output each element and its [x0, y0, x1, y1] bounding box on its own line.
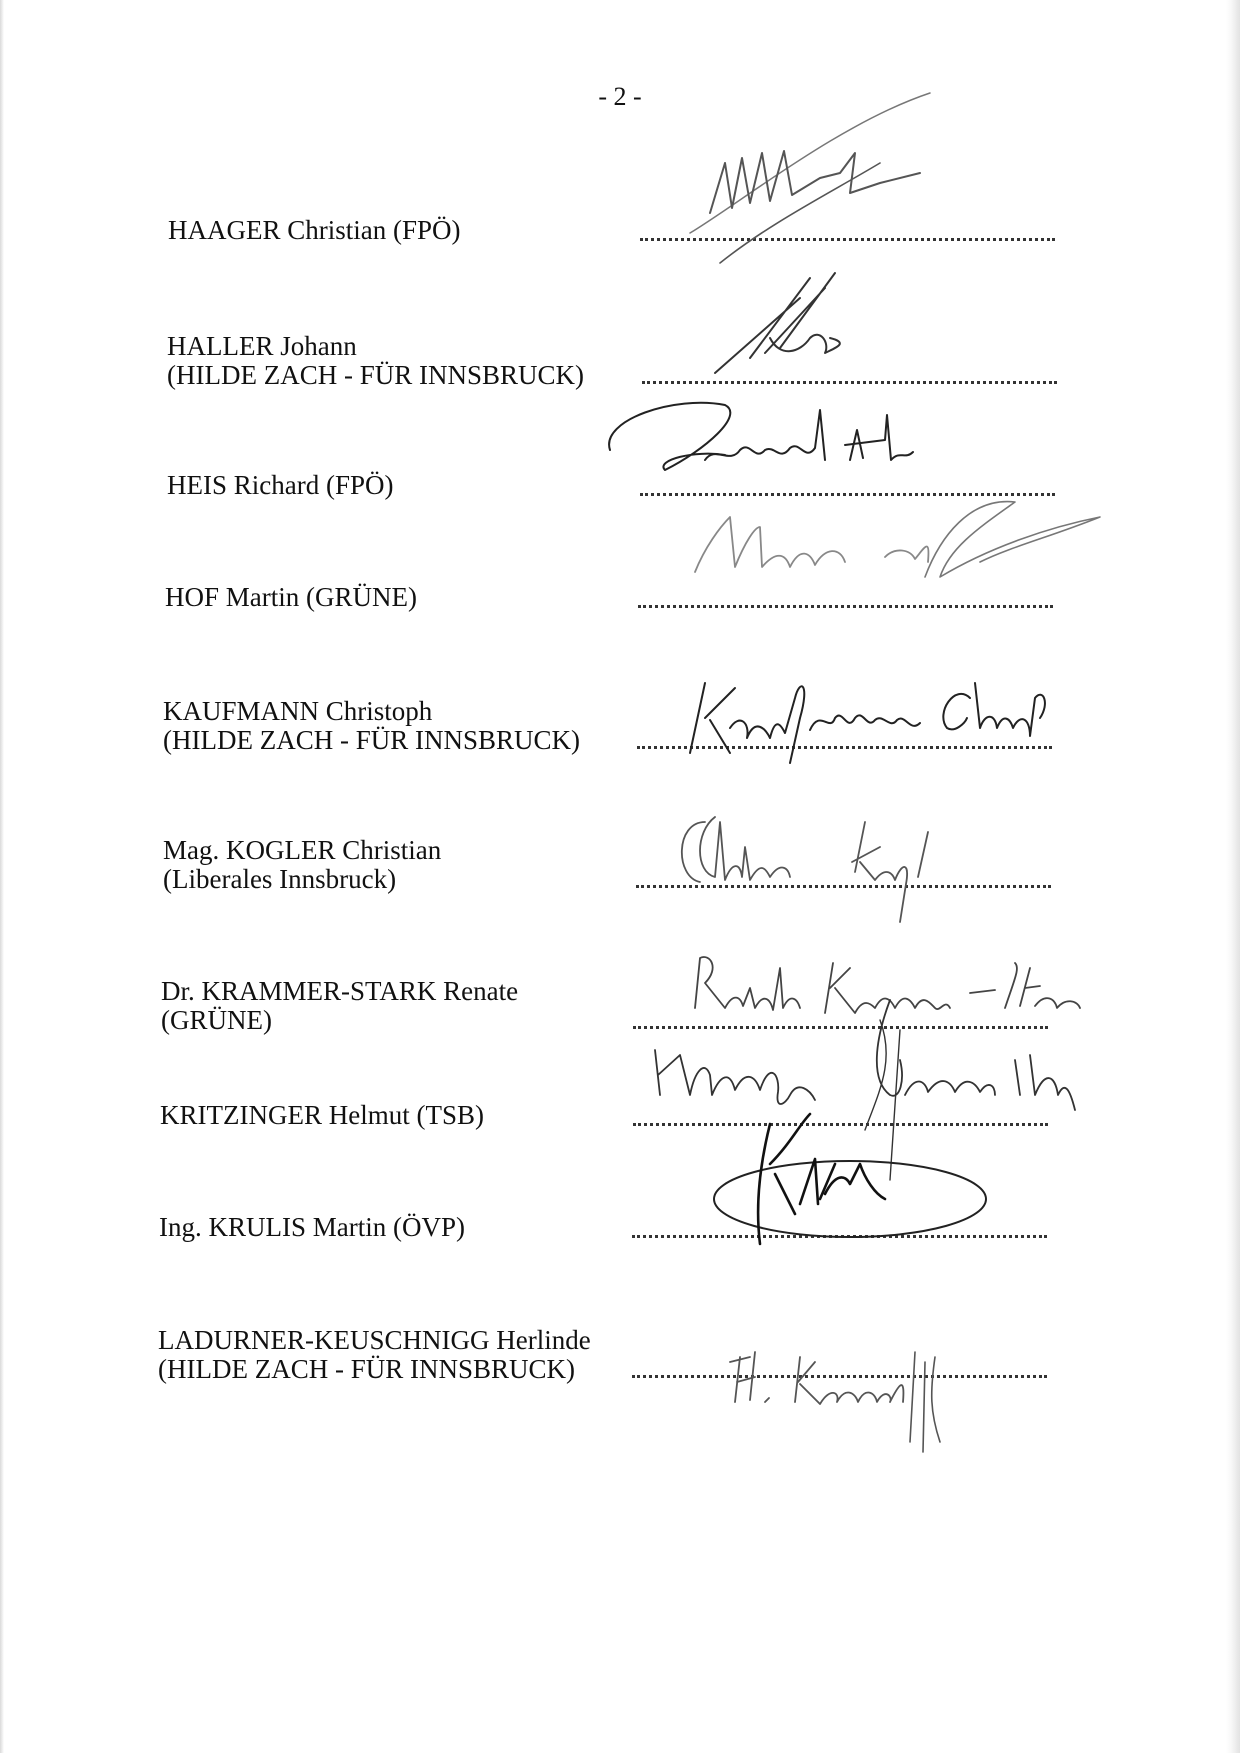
name-line-2: (Liberales Innsbruck) [163, 864, 397, 894]
page-number: - 2 - [598, 82, 642, 111]
signatory-name [168, 216, 461, 245]
signatory-entry [0, 298, 1240, 388]
handwritten-signature [670, 802, 970, 922]
signatory-entry [0, 522, 1240, 612]
signatory-entry [0, 155, 1240, 245]
name-line-1: KAUFMANN Christoph [163, 696, 433, 726]
name-line-2: (GRÜNE) [161, 1005, 272, 1035]
name-line-1: HEIS Richard (FPÖ) [167, 470, 394, 500]
name-line-2: (HILDE ZACH - FÜR INNSBRUCK) [158, 1354, 575, 1384]
signatory-name [159, 1213, 465, 1242]
name-line-1: HOF Martin (GRÜNE) [165, 582, 417, 612]
name-line-1: KRITZINGER Helmut (TSB) [160, 1100, 484, 1130]
signatory-entry [0, 1152, 1240, 1242]
signatory-name [160, 1101, 484, 1130]
name-line-1: LADURNER-KEUSCHNIGG Herlinde [158, 1325, 591, 1355]
handwritten-signature [595, 390, 955, 500]
signatory-entry [0, 663, 1240, 753]
signatory-name [161, 977, 518, 1035]
name-line-1: Dr. KRAMMER-STARK Renate [161, 976, 519, 1006]
handwritten-signature [710, 268, 870, 388]
signature-line [638, 599, 1053, 608]
signatory-entry [0, 802, 1240, 892]
handwritten-signature [680, 83, 960, 263]
name-line-1: HALLER Johann [167, 331, 357, 361]
name-line-1: Mag. KOGLER Christian [163, 835, 442, 865]
signatory-name [165, 583, 417, 612]
name-line-2: (HILDE ZACH - FÜR INNSBRUCK) [163, 725, 580, 755]
name-line-1: Ing. KRULIS Martin (ÖVP) [159, 1212, 465, 1242]
signatory-name [167, 332, 584, 390]
signatory-name [167, 471, 393, 500]
handwritten-signature [685, 658, 1085, 768]
signatory-entry [0, 1292, 1240, 1382]
handwritten-signature [725, 1332, 1005, 1452]
name-line-1: HAAGER Christian (FPÖ) [168, 215, 461, 245]
handwritten-signature [700, 1104, 1000, 1254]
handwritten-signature [690, 487, 1110, 597]
signatory-name [163, 697, 580, 755]
signatory-name [163, 836, 441, 894]
signatory-name [158, 1326, 591, 1384]
name-line-2: (HILDE ZACH - FÜR INNSBRUCK) [167, 360, 584, 390]
signatory-entry [0, 1040, 1240, 1130]
